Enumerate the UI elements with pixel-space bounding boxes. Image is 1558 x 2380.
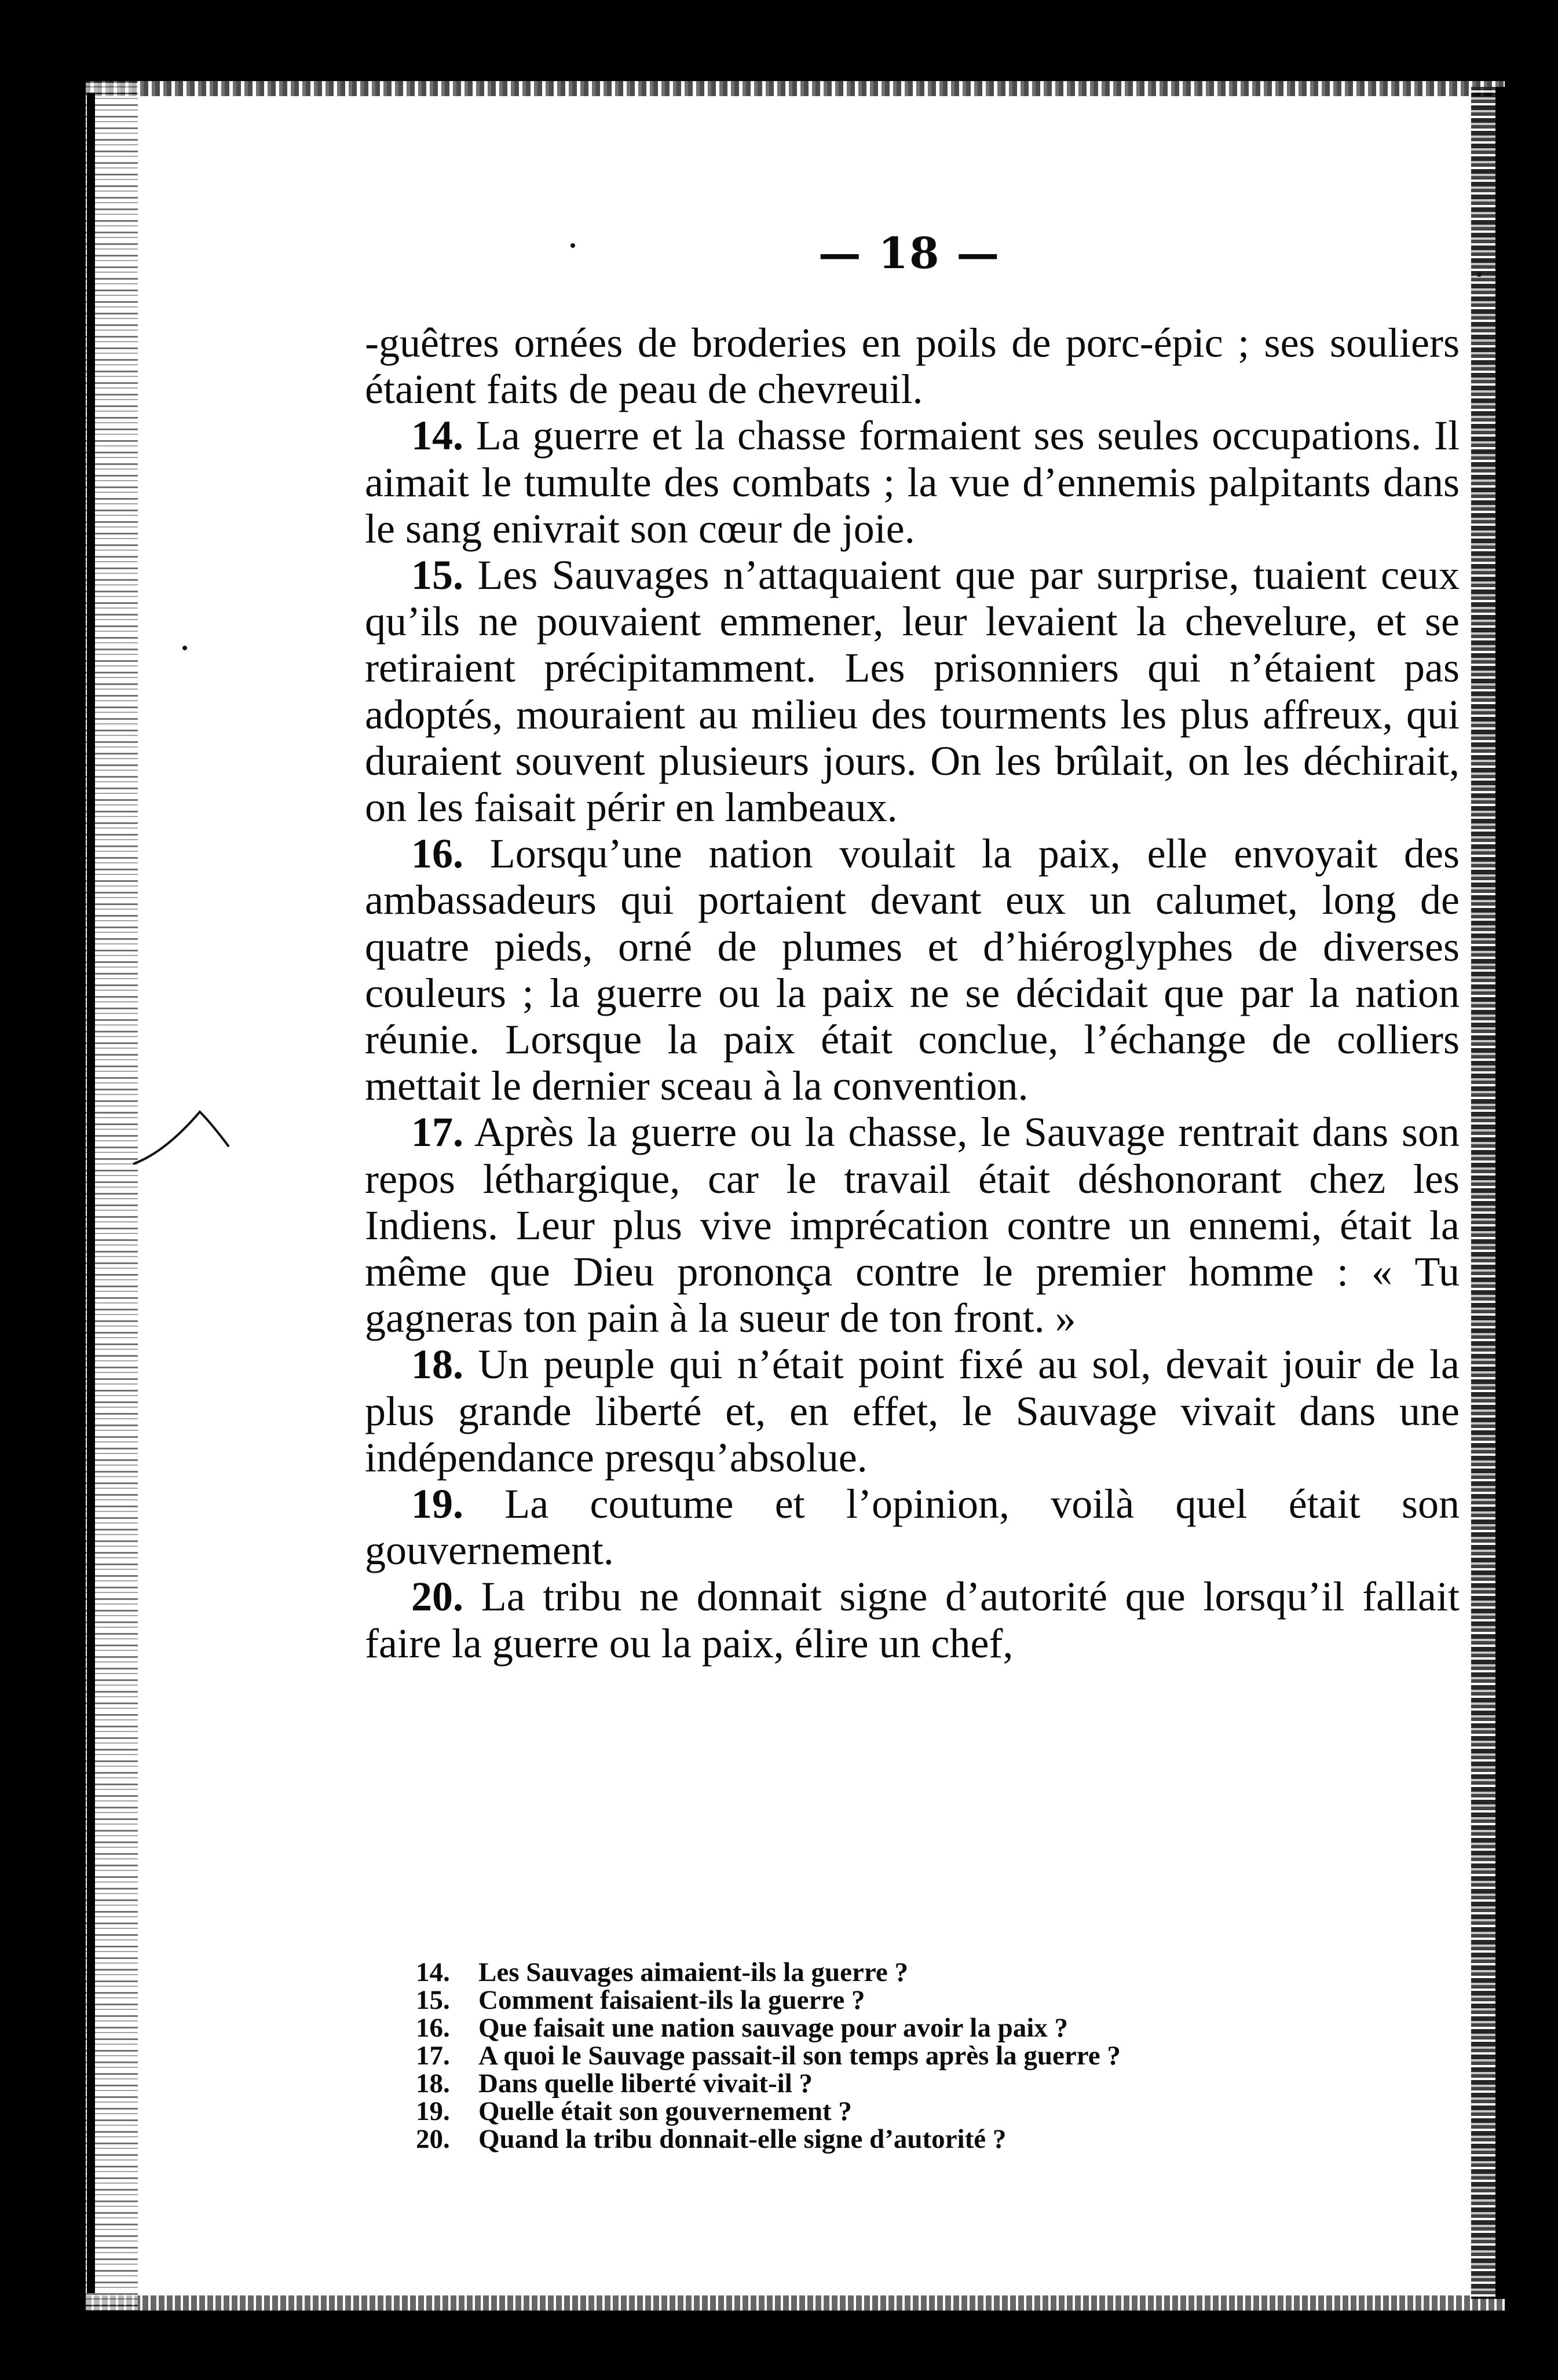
question-number: 18.	[416, 2068, 450, 2099]
question-item	[416, 2097, 1447, 2125]
review-questions	[416, 1958, 1447, 2153]
page-edge-top	[86, 81, 1505, 96]
intro-paragraph: -guêtres ornées de broderies en poils de porc-épic ; ses souliers étaient faits de peau de chevreuil.	[365, 320, 1460, 413]
question-text: Dans quelle liberté vivait-il ?	[478, 2068, 813, 2099]
question-item	[416, 2042, 1447, 2070]
question-item	[416, 1958, 1447, 1986]
paragraph-number: 19.	[411, 1481, 463, 1528]
paragraph-number: 15.	[411, 552, 463, 599]
scan-speck	[570, 243, 575, 248]
paragraph-14	[365, 412, 1460, 552]
binding-shadow	[87, 93, 95, 2293]
question-item	[416, 1986, 1447, 2014]
question-number: 19.	[416, 2096, 450, 2126]
paragraph-text: Après la guerre ou la chasse, le Sauvage rentrait dans son repos léthargique, car le travail était déshonorant chez les Indiens. Leur plus vive imprécation contre un ennemi, était la même que Dieu prononça contre le premier homme : « Tu gagneras ton pain à la sueur de ton front. »	[365, 1109, 1460, 1342]
page-edge-right-shadow	[1495, 87, 1519, 2299]
paragraph-text: Un peuple qui n’était point fixé au sol, devait jouir de la plus grande liberté et, en effet, le Sauvage vivait dans une indépendance presqu’absolue.	[365, 1341, 1460, 1481]
question-number: 20.	[416, 2124, 450, 2154]
paragraph-19	[365, 1481, 1460, 1573]
question-item	[416, 2125, 1447, 2153]
question-item	[416, 2070, 1447, 2097]
paragraph-text: La guerre et la chasse formaient ses seules occupations. Il aimait le tumulte des combats ; la vue d’ennemis palpitants dans le sang enivrait son cœur de joie.	[365, 412, 1460, 552]
question-number: 16.	[416, 2013, 450, 2043]
scan-speck	[182, 646, 187, 650]
pen-stroke-mark	[130, 1100, 235, 1176]
paragraph-number: 14.	[411, 412, 463, 459]
question-text: Quand la tribu donnait-elle signe d’autorité ?	[478, 2124, 1007, 2154]
page-edge-bottom	[86, 2295, 1505, 2311]
question-text: Les Sauvages aimaient-ils la guerre ?	[478, 1957, 908, 1987]
question-text: Comment faisaient-ils la guerre ?	[478, 1985, 865, 2015]
page-number: — 18 —	[818, 229, 1001, 279]
scan-speck	[1477, 272, 1482, 277]
paragraph-15	[365, 552, 1460, 830]
question-text: Que faisait une nation sauvage pour avoir la paix ?	[478, 2013, 1069, 2043]
body-text	[365, 320, 1460, 1667]
paragraph-text: Lorsqu’une nation voulait la paix, elle envoyait des ambassadeurs qui portaient devant eux un calumet, long de quatre pieds, orné de plumes et d’hiéroglyphes de diverses couleurs ; la guerre ou la paix ne se décidait que par la nation réunie. Lorsque la paix était conclue, l’échange de colliers mettait le dernier sceau à la convention.	[365, 830, 1460, 1110]
question-item	[416, 2014, 1447, 2042]
question-number: 14.	[416, 1957, 450, 1987]
paragraph-number: 17.	[411, 1109, 463, 1156]
paragraph-number: 16.	[411, 830, 463, 877]
paragraph-text: La coutume et l’opinion, voilà quel était son gouvernement.	[365, 1481, 1460, 1574]
paragraph-number: 18.	[411, 1341, 463, 1388]
paragraph-text: Les Sauvages n’attaquaient que par surprise, tuaient ceux qu’ils ne pouvaient emmener, leur levaient la chevelure, et se retiraient précipitamment. Les prisonniers qui n’étaient pas adoptés, mouraient au milieu des tourments les plus affreux, qui duraient souvent plusieurs jours. On les brûlait, on les déchirait, on les faisait périr en lambeaux.	[365, 552, 1460, 831]
question-number: 15.	[416, 1985, 450, 2015]
question-text: Quelle était son gouvernement ?	[478, 2096, 852, 2126]
paragraph-20	[365, 1573, 1460, 1666]
paragraph-text: La tribu ne donnait signe d’autorité que lorsqu’il fallait faire la guerre ou la paix, élire un chef,	[365, 1573, 1460, 1667]
paragraph-number: 20.	[411, 1573, 463, 1620]
question-number: 17.	[416, 2041, 450, 2071]
paragraph-18	[365, 1341, 1460, 1481]
paragraph-17	[365, 1109, 1460, 1341]
paragraph-16	[365, 830, 1460, 1109]
question-text: A quoi le Sauvage passait-il son temps après la guerre ?	[478, 2041, 1121, 2071]
